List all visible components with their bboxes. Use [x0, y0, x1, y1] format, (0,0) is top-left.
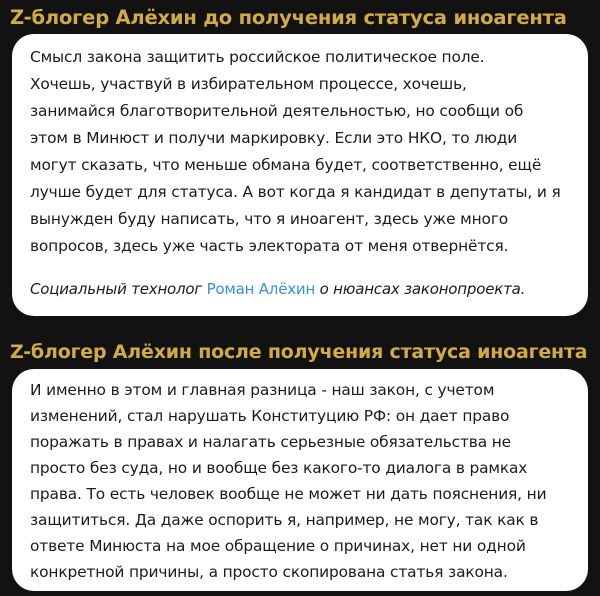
- quote-line: этом в Минюст и получи маркировку. Если это НКО, то люди: [30, 129, 518, 147]
- quote-line: Хочешь, участвуй в избирательном процессе, хочешь,: [30, 75, 467, 93]
- quote-line: могут сказать, что меньше обмана будет, соответственно, ещё: [30, 156, 542, 174]
- top-heading: Z-блогер Алёхин до получения статуса иноагента: [10, 6, 567, 29]
- bottom-quote-card: [12, 369, 588, 591]
- quote-line: конкретной причины, а просто скопирована статья закона.: [30, 563, 508, 581]
- quote-line: занимайся благотворительной деятельностью, но сообщи об: [30, 102, 524, 120]
- quote-line: вынужден буду написать, что я иноагент, здесь уже много: [30, 210, 509, 228]
- quote-line: просто без суда, но и вообще без какого-то диалога в рамках: [30, 459, 528, 477]
- caption-suffix: о нюансах законопроекта.: [315, 280, 526, 298]
- top-quote-card: [12, 34, 588, 316]
- quote-line: Смысл закона защитить российское политическое поле.: [30, 48, 485, 66]
- quote-line: поражать в правах и налагать серьезные обязательства не: [30, 433, 511, 451]
- quote-line: защититься. Да даже оспорить я, например, не могу, так как в: [30, 511, 539, 529]
- quote-caption: [30, 280, 525, 298]
- quote-line: права. То есть человек вообще не может ни дать пояснения, ни: [30, 485, 547, 503]
- quote-line: вопросов, здесь уже часть электората от меня отвернётся.: [30, 237, 509, 255]
- quote-line: лучше будет для статуса. А вот когда я кандидат в депутаты, и я: [30, 183, 561, 201]
- quote-line: ответе Минюста на мое обращение о причинах, нет ни одной: [30, 537, 526, 555]
- quote-line: изменений, стал нарушать Конституцию РФ: он дает право: [30, 407, 510, 425]
- author-link[interactable]: Роман Алёхин: [206, 280, 316, 298]
- bottom-heading: Z-блогер Алёхин после получения статуса иноагента: [10, 341, 588, 363]
- quote-line: И именно в этом и главная разница - наш закон, с учетом: [30, 381, 495, 399]
- caption-prefix: Социальный технолог: [30, 280, 207, 298]
